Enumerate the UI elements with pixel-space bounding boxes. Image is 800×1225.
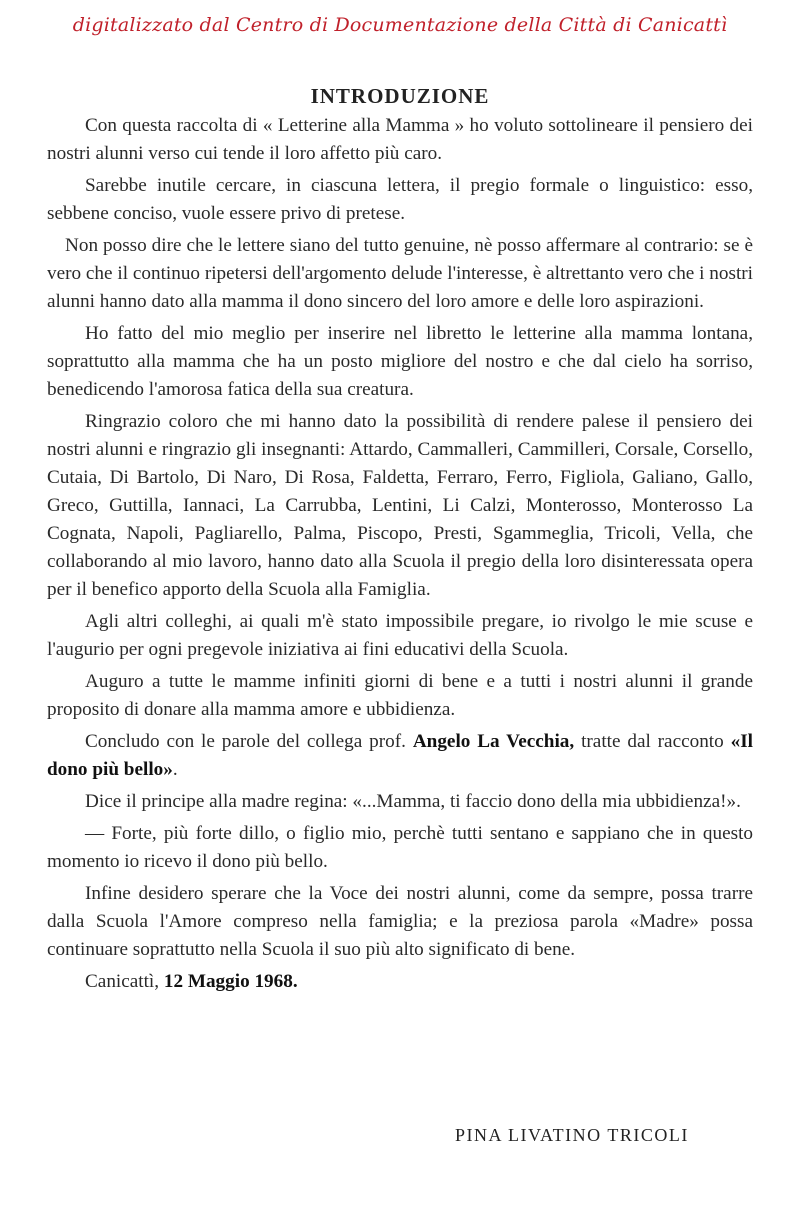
paragraph: Ho fatto del mio meglio per inserire nel libretto le letterine alla mamma lontana, soprattutto alla mamma che ha un posto migliore del nostro e che dal cielo ha sorriso, benedicendo l'amorosa fatica della sua creatura. — [47, 323, 753, 400]
paragraph: Agli altri colleghi, ai quali m'è stato impossibile pregare, io rivolgo le mie scuse e l'augurio per ogni pregevole iniziativa ai fini educativi della Scuola. — [47, 611, 753, 660]
date-place: Canicattì, — [85, 971, 160, 992]
quote-intro-after: . — [172, 759, 178, 780]
quote-author: Angelo La Vecchia, — [412, 731, 575, 752]
quote-intro-middle: tratte dal racconto — [581, 731, 724, 752]
quote-intro-paragraph — [47, 728, 753, 784]
page-title: INTRODUZIONE — [310, 84, 490, 108]
paragraph: Infine desidero sperare che la Voce dei nostri alunni, come da sempre, possa trarre dalla Scuola l'Amore compreso nella famiglia; e la preziosa parola «Madre» possa continuare soprattutto nella Scuola il suo più alto significato di bene. — [47, 883, 753, 960]
digitization-stamp: digitalizzato dal Centro di Documentazione della Città di Canicattì — [72, 14, 728, 36]
introduction-body — [47, 112, 753, 1000]
paragraph: — Forte, più forte dillo, o figlio mio, perchè tutti sentano e sappiano che in questo momento io ricevo il dono più bello. — [47, 823, 753, 872]
quote-intro-before: Concludo con le parole del collega prof. — [85, 731, 406, 752]
date-value: 12 Maggio 1968. — [163, 971, 298, 992]
paragraph: Non posso dire che le lettere siano del tutto genuine, nè posso affermare al contrario: se è vero che il continuo ripetersi dell'argomento delude l'interesse, è altrettanto vero che i nostri alunni hanno dato alla mamma il dono sincero del loro amore e delle loro aspirazioni. — [47, 235, 753, 312]
paragraph: Dice il principe alla madre regina: «...Mamma, ti faccio dono della mia ubbidienza!». — [85, 791, 741, 812]
quote-work-title: «Il dono più bello» — [47, 731, 754, 780]
paragraph: Sarebbe inutile cercare, in ciascuna lettera, il pregio formale o linguistico: esso, sebbene conciso, vuole essere privo di pretese. — [47, 175, 753, 224]
date-line — [47, 968, 753, 996]
paragraph: Con questa raccolta di « Letterine alla Mamma » ho voluto sottolineare il pensiero dei nostri alunni verso cui tende il loro affetto più caro. — [47, 115, 753, 164]
paragraph: Ringrazio coloro che mi hanno dato la possibilità di rendere palese il pensiero dei nostri alunni e ringrazio gli insegnanti: Attardo, Cammalleri, Cammilleri, Corsale, Corsello, Cutaia, Di Bartolo, Di Naro, Di Rosa, Faldetta, Ferraro, Ferro, Figliola, Galiano, Gallo, Greco, Guttilla, Iannaci, La Carrubba, Lentini, Li Calzi, Monterosso, Monterosso La Cognata, Napoli, Pagliarello, Palma, Piscopo, Presti, Sgammeglia, Tricoli, Vella, che collaborando al mio lavoro, hanno dato alla Scuola il pregio della loro disinteressata opera per il benefico apporto della Scuola alla Famiglia. — [47, 411, 753, 600]
author-signature: PINA LIVATINO TRICOLI — [455, 1125, 689, 1145]
paragraph: Auguro a tutte le mamme infiniti giorni di bene e a tutti i nostri alunni il grande proposito di donare alla mamma amore e ubbidienza. — [47, 671, 753, 720]
